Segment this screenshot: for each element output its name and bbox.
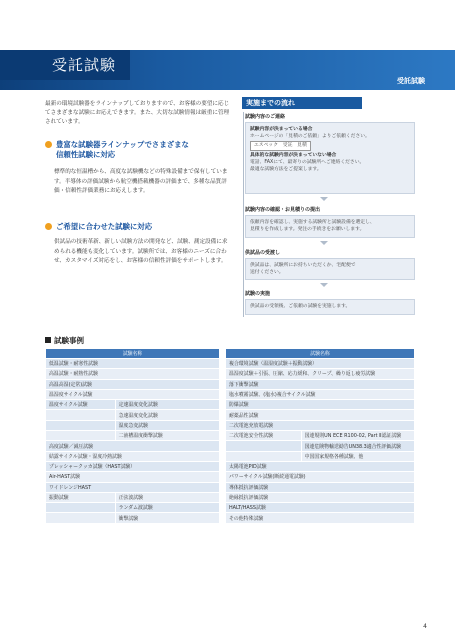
flow-step-label: 供試品の受渡し [245,250,281,256]
table-cell [46,410,116,420]
table-row [46,431,220,441]
flow-timeline [243,112,244,317]
table-cell: 振動試験 [46,492,116,502]
table-cell: 低温試験・耐寒性試験 [46,359,220,369]
table-cell [46,431,116,441]
table-cell: 温度急変試験 [115,420,219,430]
table-row [46,451,220,461]
table-cell: 結露サイクル試験・湿度冷熱試験 [46,451,220,461]
orange-bullet-icon [45,223,52,230]
table-cell: 温湿度サイクル試験 [46,389,220,399]
table-row [226,461,415,471]
cases-table-right [225,348,415,524]
table-cell: 導体抵抗評価試験 [226,482,415,492]
flow-step-label: 試験内容のご連絡 [245,114,286,120]
table-row [46,441,220,451]
section-tag: 受託試験 [397,77,425,85]
table-row [46,492,220,502]
cases-table-left [45,348,220,524]
page-title: 受託試験 [52,56,117,74]
table-row [46,389,220,399]
section-title-custom [45,222,152,232]
table-row [46,461,220,471]
table-row [226,389,415,399]
table-cell: HALT/HASS試験 [226,503,415,513]
table-cell: 温度サイクル試験 [46,400,116,410]
table-cell: 正弦波試験 [115,492,219,502]
table-cell: 複合環境試験（温湿度試験＋振動試験） [226,359,415,369]
section-title-lineup [45,140,189,160]
section-body-lineup: 標準的な恒温槽から、高度な試験機などの特殊設備まで保有しています。半導体の評価試験から航空機搭載機器の評価まで、多種な品質評価・信頼性評価業務にお応えします。 [54,169,228,194]
table-cell: 塩水噴霧試験、(塩水)複合サイクル試験 [226,389,415,399]
table-row [226,503,415,513]
flow-subtitle: 試験内容が決まっている場合 [250,127,313,132]
flow-step-box [245,299,415,315]
table-row [226,379,415,389]
table-row [226,513,415,523]
table-cell: 絶縁抵抗評価試験 [226,492,415,502]
table-row [46,472,220,482]
table-cell: 急速温度変化試験 [115,410,219,420]
table-cell [46,513,116,523]
table-row [226,492,415,502]
section-title-line: 信頼性試験に対応 [56,150,116,159]
table-header: 試験名称 [226,349,415,359]
flow-text: 供試品は、試験所にお持ちいただくか、宅配便で [250,263,356,268]
flow-arrow-icon [320,283,328,287]
table-cell: プレッシャークッカ試験（HAST試験） [46,461,220,471]
flow-step-box [245,215,415,238]
flow-subtitle: 具体的な試験内容が決まっていない場合 [250,152,337,158]
table-cell: 高温試験・耐熱性試験 [46,369,220,379]
table-row [226,482,415,492]
table-row [46,513,220,523]
flow-header: 実施までの流れ [242,97,362,109]
table-cell: 二次電池安全性試験 [226,431,302,441]
table-cell: 国連規則UN ECE R100-02, Part Ⅱ認証試験 [301,431,414,441]
section-title-line: 豊富な試験器ラインナップでさまざまな [56,140,189,149]
table-cell [226,451,302,461]
table-cell: 二液槽温度衝撃試験 [115,431,219,441]
flow-text: 供試品の受領後、ご依頼の試験を実施します。 [250,304,351,309]
table-row [226,410,415,420]
flow-text: ホームページの「見積のご依頼」よりご依頼ください。 [250,134,370,140]
square-bullet-icon [45,337,51,343]
section-title-line: ご希望に合わせた試験に対応 [56,222,153,231]
flow-text: 見積りを作成します。発注の手続きをお願いします。 [250,227,365,233]
table-row [46,400,220,410]
table-cell: 国連危険物輸送勧告UN38.3適合性評価試験 [301,441,414,451]
table-cell: 高度試験／減圧試験 [46,441,220,451]
table-row [46,420,220,430]
table-cell: ランダム波試験 [115,503,219,513]
page-number: 4 [423,623,427,630]
table-row [46,369,220,379]
section-body-custom: 供試品の技術革新、新しい試験方法の開発など、試験、測定設備に求められる機能も変化しています。試験所では、お客様のニーズに合わせ、カスタマイズ対応をし、お客様の信頼性評価をサポートします。 [54,239,228,264]
flow-arrow-icon [320,197,328,201]
table-cell: 高温高湿(定常)試験 [46,379,220,389]
table-row [46,503,220,513]
table-cell [46,503,116,513]
intro-text: 最新の環境試験器をラインナップしておりますので、お客様の要望に応じてさまざまな試験にお応えできます。また、大切な試験情報は厳重に管理されています。 [45,101,230,125]
table-header: 試験名称 [46,349,220,359]
flow-text: 依頼内容を確認し、実施する試験所と試験設備を選定し、 [250,220,375,225]
table-row [46,482,220,492]
orange-bullet-icon [45,141,52,148]
table-cell: 中国国家規格各種試験、他 [301,451,414,461]
table-cell: 耐薬品性試験 [226,410,415,420]
table-cell: ワイドレンジHAST [46,482,220,492]
table-row [226,441,415,451]
flow-text: 送付ください。 [250,270,284,276]
table-cell: パワーサイクル試験(断続通電試験) [226,472,415,482]
table-cell: 温湿度試験＋引張、圧縮、応力緩和、クリープ、繰り返し疲労試験 [226,369,415,379]
table-row [46,359,220,369]
flow-arrow-icon [320,241,328,245]
table-cell: Air-HAST試験 [46,472,220,482]
table-cell: 落下衝撃試験 [226,379,415,389]
flow-text: 最適な試験方法をご提案します。 [250,167,322,173]
table-row [46,379,220,389]
table-row [226,420,415,430]
table-cell: 太陽電池PID試験 [226,461,415,471]
cases-title-text: 試験事例 [54,336,84,345]
flow-step-label: 試験の実施 [245,291,271,297]
table-cell: 定速温度変化試験 [115,400,219,410]
table-row [226,400,415,410]
table-cell: 防爆試験 [226,400,415,410]
flow-step-box [245,122,415,194]
cases-title [45,335,84,346]
table-row [226,472,415,482]
table-cell: 二次電池充放電試験 [226,420,415,430]
table-row [226,431,415,441]
table-row [46,410,220,420]
flow-text: 電話、FAXにて、最寄りの試験所へご連絡ください。 [250,159,365,165]
table-cell: その他特殊試験 [226,513,415,523]
table-row [226,359,415,369]
table-cell [226,441,302,451]
table-row [226,369,415,379]
table-cell: 衝撃試験 [115,513,219,523]
table-row [226,451,415,461]
table-cell [46,420,116,430]
search-keywords-box: エスペック 受託 見積 [250,141,311,150]
flow-step-label: 試験内容の確認・お見積りの提出 [245,207,321,213]
flow-step-box [245,258,415,280]
